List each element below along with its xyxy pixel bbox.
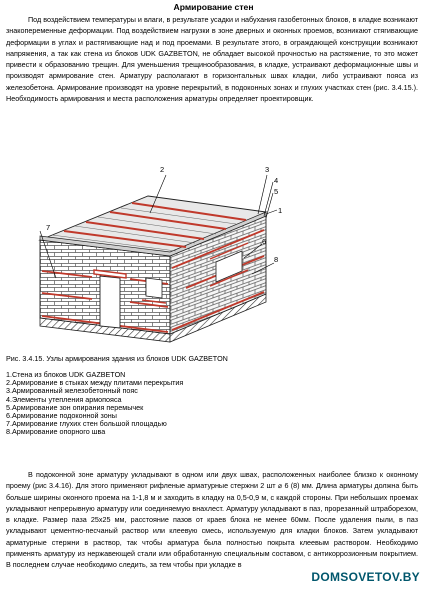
site-watermark: DOMSOVETOV.BY <box>306 569 425 585</box>
callout-4: 4 <box>274 176 279 185</box>
figure-legend <box>6 371 183 437</box>
legend-item: 1.Стена из блоков UDK GAZBETON <box>6 370 126 379</box>
legend-item: 3.Армированный железобетонный пояс <box>6 386 138 396</box>
callout-8: 8 <box>274 255 279 264</box>
page-title: Армирование стен <box>173 2 254 12</box>
door-opening <box>100 276 120 328</box>
figure-caption: Рис. 3.4.15. Узлы армирования здания из блоков UDK GAZBETON <box>6 354 228 363</box>
legend-item: 2.Армирование в стыках между плитами перекрытия <box>6 378 184 388</box>
callout-5: 5 <box>274 187 279 196</box>
callout-2: 2 <box>160 165 165 174</box>
legend-item: 6.Армирование подоконной зоны <box>6 411 117 421</box>
callout-6: 6 <box>262 237 267 246</box>
window-zone-paragraph: В подоконной зоне арматуру укладывают в одном или двух швах, расположенных наиболее близко к оконному проему (рис 3.4.16). Для этого применяют рифленые арматурные стержни 2 шт ⌀ 6 (8) мм. Длина арматуры должна быть больше ширины оконного проема на 1-1,8 м и заходить в кладку на 0,5-0,9 м, с каждой стороны. При небольших проемах укладывают непрерывную арматуру или соединяемую внахлест. Арматуру укладывают в паз, прорезанный штраборезом, в кладке. Размер паза 25х25 мм, расстояние пазов от краев блока не менее 60мм. После удаления пыли, в паз укладывают цементно-песчаный раствор или клеевую смесь, используемую для кладки блоков. Затем укладывают арматурные стержни в раствор, так чтобы арматура была полностью покрыта клеевым раствором. Необходимо применять арматуру из нержавеющей стали или обработанную специальным составом, с антикоррозионным покрытием. В последнем случае необходимо следить, за тем чтобы при укладке в <box>6 470 418 570</box>
reinforcement-figure <box>30 158 300 348</box>
legend-item: 4.Элементы утепления армопояса <box>6 394 122 404</box>
callout-7: 7 <box>46 223 51 232</box>
callout-1: 1 <box>278 206 283 215</box>
legend-item: 5.Армирование зон опирания перемычек <box>6 402 144 412</box>
window-opening-front <box>146 278 162 298</box>
intro-paragraph: Под воздействием температуры и влаги, в результате усадки и набухания газобетонных блоков, в кладке возникают знакопеременные деформации. Под воздействием нагрузки в зоне дверных и оконных проемов, возникают стягивающие деформации в углах и растягивающие над и под проемами. В результате этого, в ограждающей конструкции возникают напряжения, а так как стена из блоков UDK GAZBETON, не обладает высокой прочностью на растяжение, то это может привести к образованию трещин. Для уменьшения трещинообразования, в кладке, устраивают деформационные швы и производят армирование стен. Арматуру располагают в горизонтальных швах кладки, либо устраивают пояса из железобетона. Армирование производят на уровне перекрытий, в подоконных зонах и глухих участках стен (рис. 3.4.15.). Необходимость армирования и места расположения арматуры определяет проектировщик. <box>6 15 418 104</box>
callout-3: 3 <box>265 165 270 174</box>
legend-item: 7.Армирование глухих стен большой площадью <box>6 419 167 429</box>
legend-item: 8.Армирование опорного шва <box>6 427 106 437</box>
